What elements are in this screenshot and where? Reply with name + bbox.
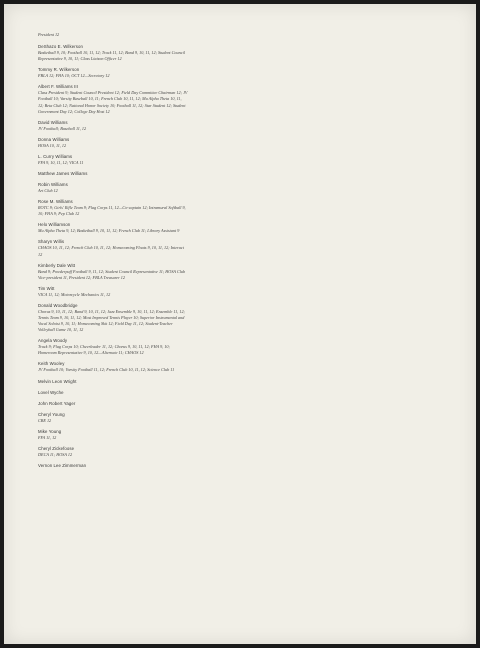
student-name: Vernon Lee Zimmerman	[38, 462, 87, 468]
activity-entry	[38, 44, 188, 62]
entry-activities: Basketball 9, 10; Football 10, 11, 12; Track 11, 12; Band 9, 10, 11, 12; Student Council Representative 9, 10, 11; Class Liaison Officer 12	[38, 50, 185, 62]
student-name: Melvin Leon Wright	[38, 378, 77, 384]
activity-entry	[38, 446, 188, 458]
entry-activities: HOSA 10, 11, 12	[38, 142, 67, 148]
entry-activities: FFA 11, 12	[38, 434, 57, 440]
entry-activities: Art Club 12	[38, 188, 58, 194]
activity-entry	[38, 412, 188, 424]
activity-entry	[38, 286, 188, 298]
activity-entry	[38, 338, 188, 356]
student-name: Kimberly Dale Witt	[38, 262, 76, 268]
activity-entry	[38, 182, 188, 194]
activity-entry	[38, 379, 188, 385]
activity-entry	[38, 137, 188, 149]
entry-activities: VICA 11, 12; Motorcycle Mechanics 11, 12	[38, 291, 111, 297]
student-name: Donald Woodbridge	[38, 302, 78, 308]
entry-activities: Mu Alpha Theta 9, 12; Basketball 9, 10, 11, 12; French Club 11; Library Assistant 9	[38, 228, 180, 234]
entry-activities: FFA 9, 10, 11, 12; VICA 11	[38, 159, 84, 165]
entry-activities: CBE 12	[38, 417, 52, 423]
entry-activities: JV Football; Baseball 11, 12	[38, 125, 87, 131]
student-name: Tim Witt	[38, 285, 55, 291]
student-name: Angela Woody	[38, 338, 68, 344]
activity-entry	[38, 222, 188, 234]
entry-activities: CHAOS 10, 11, 12; French Club 10, 11, 12; Homecoming Floats 9, 10, 11, 12; Interact 12	[38, 245, 184, 257]
yearbook-page	[4, 4, 476, 644]
student-name: Robin Williams	[38, 182, 68, 188]
student-name: Albert F. Williams III	[38, 84, 78, 90]
entry-activities: JV Football 10; Varsity Football 11, 12; French Club 10, 11, 12; Science Club 11	[38, 367, 175, 373]
activity-entry	[38, 199, 188, 217]
entry-activities: FBLA 12; FHA 10; OCT 12—Secretary 12	[38, 73, 110, 79]
entry-activities: Chorus 9, 10, 11, 12; Band 9, 10, 11, 12; Jazz Ensemble 9, 10, 11, 12; Ensemble 11, 12; Tennis Team 9, 10, 11, 12; Most Improved Tennis Player 10; Superior Instrumental and Vocal Soloist 9, 10, 11; Homecoming Skit 12; Field Day 11, 12; Student-Teacher Volleyball Game 10, 11, 12	[38, 308, 185, 333]
student-name: DeShazo E. Wilkerson	[38, 44, 83, 50]
activity-entry	[38, 401, 188, 407]
student-name: Lovel Wyche	[38, 389, 64, 395]
activity-entry	[38, 67, 188, 79]
student-name: Helo Williamson	[38, 222, 71, 228]
activity-entry	[38, 171, 188, 177]
senior-activities-column	[38, 32, 188, 474]
activity-entry	[38, 154, 188, 166]
activity-entry	[38, 239, 188, 257]
entry-activities: President 12	[38, 32, 60, 37]
student-name: David Williams	[38, 119, 68, 125]
activity-entry	[38, 429, 188, 441]
entry-activities: DECA 11; HOSA 12	[38, 451, 73, 457]
activity-entry	[38, 32, 188, 38]
student-name: Mike Young	[38, 428, 62, 434]
student-name: Donna Williams	[38, 136, 70, 142]
activity-entry	[38, 120, 188, 132]
entry-activities: ROTC 9; Girls' Rifle Team 9; Flag Corps 11, 12—Co-captain 12; Intramural Softball 9, 10; FHA 9; Pep Club 12	[38, 205, 186, 217]
activity-entry	[38, 463, 188, 469]
activity-entry	[38, 390, 188, 396]
entry-activities: Band 9; Powderpuff Football 9, 11, 12; Student Council Representative 11; HOSA Club Vice-president 11, President 12; FBLA Treasurer 12	[38, 268, 186, 280]
entry-activities: Track 9; Flag Corps 10; Cheerleader 11, 12; Chorus 9, 10, 11, 12; FHA 9, 10; Homeroom Representative 9, 10, 12—Alternate 11; CHAOS 12	[38, 344, 170, 356]
student-name: L. Curry Williams	[38, 153, 73, 159]
student-name: Sharyn Willis	[38, 239, 65, 245]
entry-activities: Class President 9; Student Council President 12; Field Day Committee Chairman 12; JV Football 10; Varsity Baseball 10, 11; French Club 10, 11, 12; Mu Alpha Theta 10, 11, 12; Beta Club 12; National Honor Society 10; Football 11, 12; Star Student 12; Student Government Day 12; College Day Host 12	[38, 90, 188, 114]
student-name: Tommy R. Wilkerson	[38, 67, 80, 73]
activity-entry	[38, 303, 188, 333]
activity-entry	[38, 361, 188, 373]
activity-entry	[38, 263, 188, 281]
student-name: Matthew James Williams	[38, 171, 88, 177]
student-name: Cheryl Zickefoose	[38, 445, 75, 451]
student-name: Rose M. Williams	[38, 199, 73, 205]
student-name: Cheryl Young	[38, 411, 65, 417]
activity-entry	[38, 84, 188, 114]
student-name: Keith Wooley	[38, 361, 65, 367]
student-name: John Robert Yager	[38, 400, 76, 406]
